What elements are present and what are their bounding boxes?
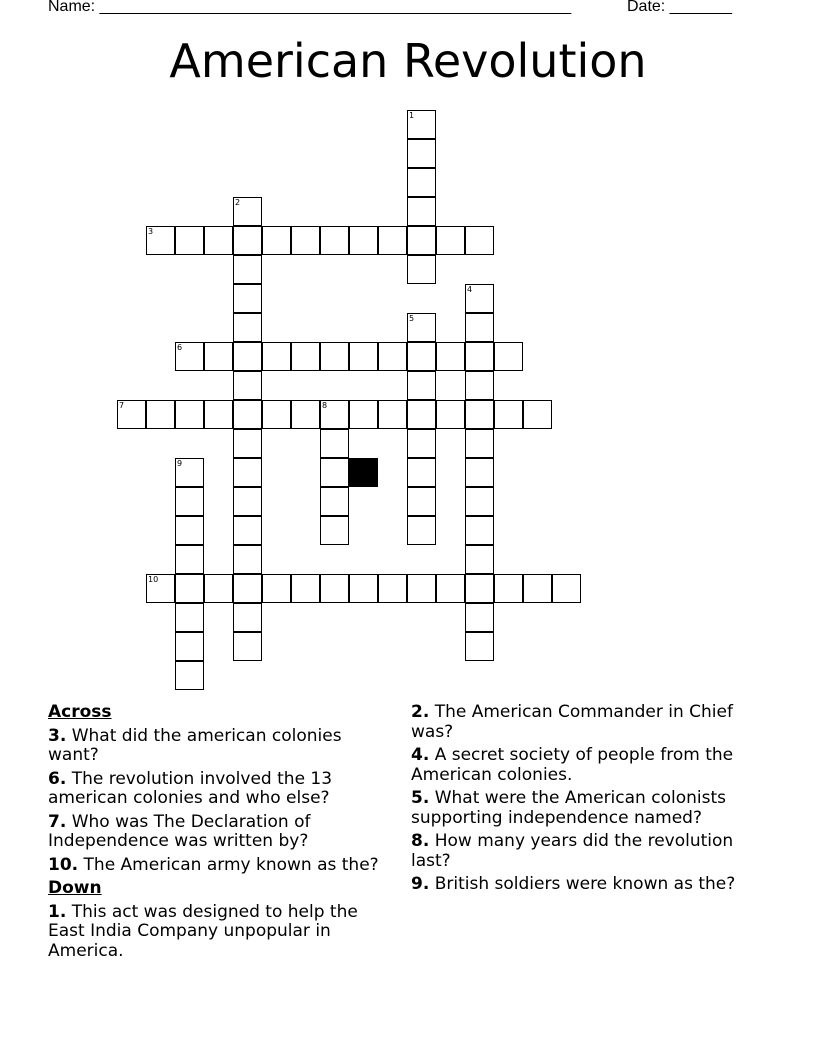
- cell-number: 4: [467, 285, 473, 294]
- crossword-cell[interactable]: [233, 284, 262, 313]
- crossword-cell[interactable]: [175, 661, 204, 690]
- crossword-cell[interactable]: [465, 574, 494, 603]
- crossword-cell[interactable]: [320, 226, 349, 255]
- clue-down-2: [411, 703, 767, 742]
- crossword-cell[interactable]: [175, 226, 204, 255]
- clue-across-3: [48, 727, 396, 766]
- cell-number: 8: [322, 401, 328, 410]
- crossword-cell[interactable]: [262, 342, 291, 371]
- crossword-cell[interactable]: [233, 429, 262, 458]
- crossword-cell[interactable]: [523, 574, 552, 603]
- cell-number: 9: [177, 459, 183, 468]
- crossword-cell[interactable]: [465, 487, 494, 516]
- crossword-cell[interactable]: [233, 371, 262, 400]
- clue-text: The American army known as the?: [83, 854, 379, 875]
- clue-down-4: [411, 746, 767, 785]
- crossword-cell[interactable]: [494, 400, 523, 429]
- clue-number: 10.: [48, 854, 79, 875]
- crossword-cell[interactable]: [378, 226, 407, 255]
- clue-number: 8.: [411, 831, 430, 851]
- crossword-cell[interactable]: [349, 342, 378, 371]
- cell-number: 6: [177, 343, 183, 352]
- crossword-cell[interactable]: [320, 458, 349, 487]
- clue-number: 5.: [411, 788, 430, 808]
- crossword-cell[interactable]: [407, 313, 436, 342]
- crossword-cell[interactable]: [494, 342, 523, 371]
- crossword-cell[interactable]: [204, 342, 233, 371]
- clue-number: 6.: [48, 768, 67, 789]
- crossword-cell[interactable]: [262, 226, 291, 255]
- clue-text: The revolution involved the 13 american colonies and who else?: [48, 768, 333, 808]
- clue-text: Who was The Declaration of Independence was written by?: [48, 811, 311, 851]
- crossword-cell[interactable]: [291, 226, 320, 255]
- clue-text: What did the american colonies want?: [48, 725, 342, 765]
- crossword-cell[interactable]: [378, 342, 407, 371]
- crossword-cell[interactable]: [320, 342, 349, 371]
- crossword-cell[interactable]: [465, 458, 494, 487]
- clue-across-6: [48, 770, 396, 809]
- crossword-cell[interactable]: [407, 371, 436, 400]
- crossword-cell[interactable]: [552, 574, 581, 603]
- crossword-cell[interactable]: [494, 574, 523, 603]
- crossword-cell[interactable]: [436, 226, 465, 255]
- clue-number: 1.: [48, 901, 67, 922]
- crossword-cell[interactable]: [465, 313, 494, 342]
- crossword-cell[interactable]: [320, 574, 349, 603]
- crossword-cell[interactable]: [175, 632, 204, 661]
- crossword-cell[interactable]: [204, 574, 233, 603]
- clue-number: 7.: [48, 811, 67, 832]
- cell-number: 1: [409, 111, 415, 120]
- crossword-cell[interactable]: [233, 632, 262, 661]
- crossword-cell[interactable]: [262, 400, 291, 429]
- name-label: Name:: [48, 0, 96, 15]
- cell-number: 5: [409, 314, 415, 323]
- crossword-cell[interactable]: [233, 458, 262, 487]
- clue-across-7: [48, 813, 396, 852]
- crossword-cell[interactable]: [349, 226, 378, 255]
- crossword-cell[interactable]: [407, 400, 436, 429]
- crossword-cell[interactable]: [436, 400, 465, 429]
- clues-right-column: [411, 703, 767, 899]
- crossword-cell[interactable]: [407, 458, 436, 487]
- crossword-cell[interactable]: [291, 342, 320, 371]
- crossword-cell[interactable]: [407, 516, 436, 545]
- crossword-cell[interactable]: [233, 574, 262, 603]
- crossword-cell[interactable]: [349, 400, 378, 429]
- crossword-cell[interactable]: [320, 516, 349, 545]
- crossword-cell[interactable]: [291, 574, 320, 603]
- crossword-cell[interactable]: [175, 487, 204, 516]
- crossword-cell[interactable]: [233, 603, 262, 632]
- crossword-cell[interactable]: [465, 545, 494, 574]
- cell-number: 2: [235, 198, 241, 207]
- clue-down-9: [411, 875, 767, 895]
- crossword-cell[interactable]: [233, 487, 262, 516]
- crossword-cell[interactable]: [436, 342, 465, 371]
- crossword-cell[interactable]: [465, 371, 494, 400]
- crossword-cell[interactable]: [378, 400, 407, 429]
- clue-text: British soldiers were known as the?: [434, 874, 736, 894]
- crossword-cell[interactable]: [146, 400, 175, 429]
- name-line[interactable]: _____________________________________________________: [99, 0, 572, 15]
- crossword-cell[interactable]: [146, 574, 175, 603]
- cell-number: 10: [148, 575, 159, 584]
- crossword-cell[interactable]: [465, 226, 494, 255]
- crossword-cell[interactable]: [233, 197, 262, 226]
- clue-number: 3.: [48, 725, 67, 746]
- crossword-cell[interactable]: [175, 400, 204, 429]
- crossword-cell[interactable]: [378, 574, 407, 603]
- clue-text: The American Commander in Chief was?: [411, 702, 733, 742]
- crossword-cell[interactable]: [407, 255, 436, 284]
- clue-across-10: [48, 856, 396, 876]
- crossword-cell[interactable]: [175, 458, 204, 487]
- clues-left-column: [48, 703, 396, 965]
- clue-down-8: [411, 832, 767, 871]
- across-heading: Across: [48, 702, 112, 722]
- crossword-cell[interactable]: [320, 487, 349, 516]
- crossword-cell[interactable]: [233, 313, 262, 342]
- clue-down-1: [48, 903, 396, 962]
- crossword-cell[interactable]: [407, 168, 436, 197]
- crossword-cell[interactable]: [175, 516, 204, 545]
- crossword-cell[interactable]: [233, 516, 262, 545]
- date-line[interactable]: _______: [669, 0, 732, 15]
- crossword-cell[interactable]: [146, 226, 175, 255]
- crossword-cell[interactable]: [465, 632, 494, 661]
- crossword-cell[interactable]: [233, 342, 262, 371]
- crossword-cell[interactable]: [407, 429, 436, 458]
- crossword-cell[interactable]: [320, 400, 349, 429]
- crossword-cell[interactable]: [465, 342, 494, 371]
- crossword-cell[interactable]: [175, 574, 204, 603]
- cell-number: 3: [148, 227, 154, 236]
- crossword-cell[interactable]: [407, 574, 436, 603]
- clue-number: 9.: [411, 874, 430, 894]
- crossword-cell[interactable]: [175, 545, 204, 574]
- crossword-cell[interactable]: [233, 226, 262, 255]
- clue-text: How many years did the revolution last?: [411, 831, 734, 871]
- crossword-cell[interactable]: [407, 139, 436, 168]
- crossword-cell[interactable]: [465, 284, 494, 313]
- crossword-cell[interactable]: [233, 400, 262, 429]
- clue-number: 2.: [411, 702, 430, 722]
- crossword-cell[interactable]: [175, 342, 204, 371]
- black-square: [349, 458, 378, 487]
- crossword-cell[interactable]: [407, 487, 436, 516]
- clue-text: A secret society of people from the American colonies.: [411, 745, 734, 785]
- crossword-cell[interactable]: [523, 400, 552, 429]
- crossword-cell[interactable]: [233, 255, 262, 284]
- crossword-cell[interactable]: [465, 516, 494, 545]
- crossword-cell[interactable]: [204, 400, 233, 429]
- clue-text: This act was designed to help the East India Company unpopular in America.: [48, 901, 358, 961]
- crossword-cell[interactable]: [262, 574, 291, 603]
- crossword-cell[interactable]: [233, 545, 262, 574]
- page-title: American Revolution: [169, 34, 647, 88]
- crossword-cell[interactable]: [117, 400, 146, 429]
- clue-text: What were the American colonists supporting independence named?: [411, 788, 726, 828]
- crossword-cell[interactable]: [291, 400, 320, 429]
- crossword-cell[interactable]: [407, 342, 436, 371]
- crossword-cell[interactable]: [407, 226, 436, 255]
- date-label: Date:: [627, 0, 666, 15]
- crossword-cell[interactable]: [465, 400, 494, 429]
- crossword-cell[interactable]: [175, 603, 204, 632]
- down-heading: Down: [48, 878, 102, 898]
- crossword-cell[interactable]: [349, 574, 378, 603]
- crossword-cell[interactable]: [407, 197, 436, 226]
- crossword-cell[interactable]: [436, 574, 465, 603]
- crossword-cell[interactable]: [465, 603, 494, 632]
- crossword-cell[interactable]: [204, 226, 233, 255]
- clue-number: 4.: [411, 745, 430, 765]
- cell-number: 7: [119, 401, 125, 410]
- crossword-cell[interactable]: [465, 429, 494, 458]
- crossword-cell[interactable]: [407, 110, 436, 139]
- clue-down-5: [411, 789, 767, 828]
- crossword-cell[interactable]: [320, 429, 349, 458]
